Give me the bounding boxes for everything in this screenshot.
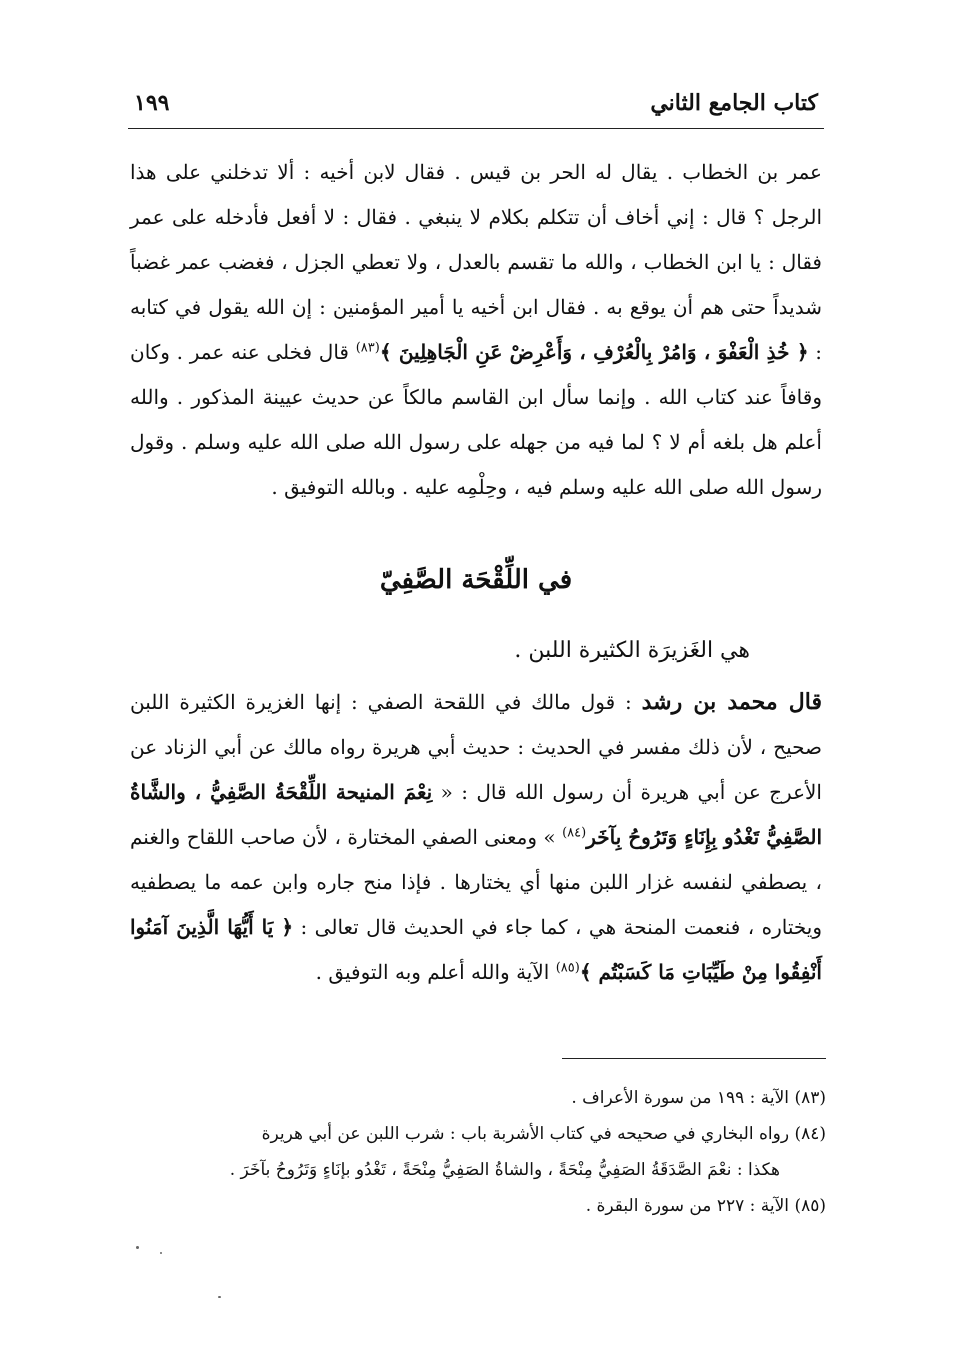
- footnotes: [130, 1080, 826, 1224]
- footnote-83: [130, 1080, 826, 1116]
- scan-speck: [218, 1296, 221, 1298]
- footnote-text: الآية : ٢٢٧ من سورة البقرة .: [585, 1196, 790, 1216]
- scan-speck: [136, 1246, 139, 1249]
- definition-line: هي الغَزيرَة الكثيرة اللبن .: [514, 638, 750, 663]
- running-title: كتاب الجامع الثاني: [650, 90, 818, 116]
- footnote-ref-83: (٨٣): [355, 340, 380, 356]
- paragraph-1-text: عمر بن الخطاب . يقال له الحر بن قيس . فقال لابن أخيه : ألا تدخلني على هذا الرجل ؟ قال : إني أخاف أن تتكلم بكلام لا ينبغي . فقال : لا أفعل فأدخله على عمر فقال : يا ابن الخطاب ، والله ما تقسم بالعدل ، ولا تعطي الجزل ، فغضب عمر غضباً شديداً حتى هم أن يوقع به . فقال ابن أخيه يا أمير المؤمنين : إن الله يقول في كتابه :: [130, 160, 822, 364]
- scan-speck: [160, 1252, 162, 1254]
- footnote-separator: [562, 1058, 826, 1059]
- quran-verse-1: ﴿ خُذِ الْعَفْوَ ، وَامُرْ بِالْعُرْفِ ، وَأَعْرِضْ عَنِ الْجَاهِلِينَ ﴾: [379, 340, 809, 364]
- commentator-name: قال محمد بن رشد: [641, 689, 822, 715]
- hadith-quote: نِعْمَ المنيحة اللِّقْحَةُ الصَّفِيُّ ، والشَّاةُ الصَّفِيُّ تَغْدُو بِإِنَاءٍ وَتَرُوحُ بِآخَر: [130, 780, 822, 849]
- footnote-text: رواه البخاري في صحيحه في كتاب الأشربة باب : شرب اللبن عن أبي هريرة: [261, 1124, 790, 1144]
- section-heading: في اللِّقْحَة الصَّفِيّ: [379, 565, 573, 595]
- paragraph-2: [130, 680, 822, 995]
- paragraph-2-text: : قول مالك في اللقحة الصفي : إنها الغزيرة الكثيرة اللبن صحيح ، لأن ذلك مفسر في الحديث : حديث أبي هريرة رواه مالك عن أبي الزناد عن الأعرج عن أبي هريرة أن رسول الله قال : «: [130, 690, 822, 804]
- footnote-ref-85: (٨٥): [555, 960, 580, 976]
- paragraph-1-continuation: قال فخلى عنه عمر . وكان وقافاً عند كتاب الله . وإنما سأل ابن القاسم مالكاً عن حديث عيينة المذكور . والله أعلم هل بلغه أم لا ؟ لما فيه من جهله على رسول الله صلى الله عليه وسلم . وقول رسول الله صلى الله عليه وسلم فيه ، وحِلْمِه عليه . وبالله التوفيق .: [130, 340, 822, 499]
- footnote-number: (٨٥): [794, 1196, 826, 1216]
- paragraph-1: [130, 150, 822, 510]
- page-header: [128, 82, 824, 129]
- footnote-text-continued: هكذا : نعْمَ الصَّدَقَةُ الصَفِيُّ مِنْحَةً ، والشاةُ الصَفِيُّ مِنْحَةً ، تَغْدُو بإنَاءٍ وَتَرُوحُ بآخَرَ .: [229, 1160, 780, 1180]
- page-number: ١٩٩: [134, 90, 170, 116]
- footnote-84: [130, 1116, 826, 1188]
- footnote-85: [130, 1188, 826, 1224]
- footnote-number: (٨٣): [794, 1088, 826, 1108]
- footnote-ref-84: (٨٤): [562, 825, 587, 841]
- footnote-text: الآية : ١٩٩ من سورة الأعراف .: [571, 1088, 790, 1108]
- paragraph-2-continuation: » ومعنى الصفي المختارة ، لأن صاحب اللقاح والغنم ، يصطفي لنفسه غزار اللبن منها أي يختارها . فإذا منح جاره وابن عمه ما يصطفيه ويختاره ، فنعمت المنحة هي ، كما جاء في الحديث قال تعالى :: [130, 825, 823, 939]
- quran-verse-2: ﴿ يَا أَيُّهَا الَّذِينَ آمَنُوا أَنْفِقُوا مِنْ طَيِّبَاتِ مَا كَسَبْتُم ﴾: [130, 915, 822, 984]
- footnote-number: (٨٤): [794, 1124, 826, 1144]
- paragraph-2-ending: الآية والله أعلم وبه التوفيق .: [315, 960, 550, 984]
